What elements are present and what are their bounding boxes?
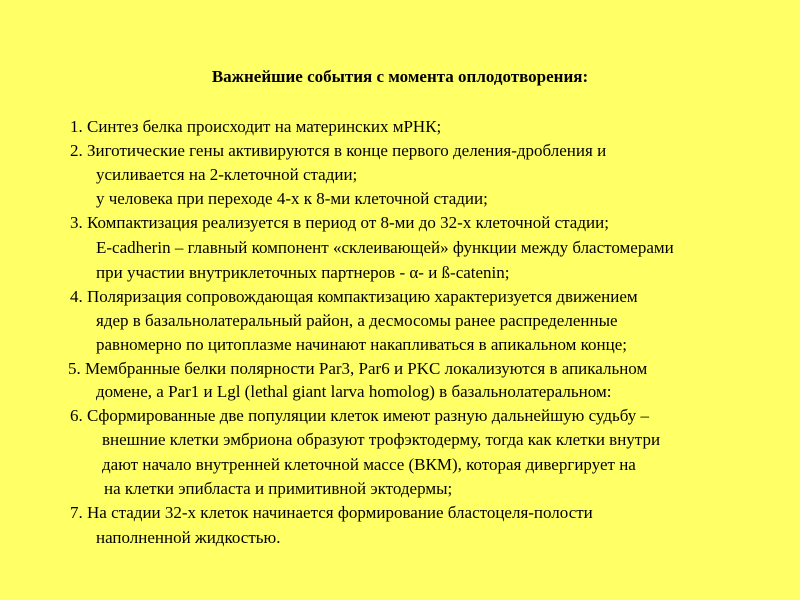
list-item-2-cont-1: усиливается на 2-клеточной стадии; [96,165,358,184]
list-item-5-cont-1: домене, а Par1 и Lgl (lethal giant larva homolog) в базальнолатеральном: [96,382,612,401]
list-item-6-cont-3: на клетки эпибласта и примитивной эктодермы; [104,479,453,498]
list-item-6-cont-2: дают начало внутренней клеточной массе (ВКМ), которая дивергирует на [102,455,636,474]
list-item-4-cont-1: ядер в базальнолатеральный район, а десмосомы ранее распределенные [96,311,618,330]
list-item-3-cont-2: при участии внутриклеточных партнеров - α- и ß-catenin; [96,263,510,282]
list-item-4-cont-2: равномерно по цитоплазме начинают накапливаться в апикальном конце; [96,335,628,354]
list-item-3: 3. Компактизация реализуется в период от 8-ми до 32-х клеточной стадии; [70,213,609,232]
list-item-6-cont-1: внешние клетки эмбриона образуют трофэктодерму, тогда как клетки внутри [102,430,661,449]
slide-title: Важнейшие события с момента оплодотворения: [211,67,589,86]
list-item-2-cont-2: у человека при переходе 4-х к 8-ми клеточной стадии; [96,189,488,208]
list-item-3-cont-1: E-cadherin – главный компонент «склеивающей» функции между бластомерами [96,238,674,257]
list-item-6: 6. Сформированные две популяции клеток имеют разную дальнейшую судьбу – [70,406,650,425]
list-item-7-cont-1: наполненной жидкостью. [96,528,281,547]
list-item-2: 2. Зиготические гены активируются в конце первого деления-дробления и [70,141,607,160]
list-item-1: 1. Синтез белка происходит на материнских мРНК; [70,117,442,136]
list-item-4: 4. Поляризация сопровождающая компактизацию характеризуется движением [70,287,638,306]
list-item-5: 5. Мембранные белки полярности Par3, Par6 и PKC локализуются в апикальном [68,359,648,378]
list-item-7: 7. На стадии 32-х клеток начинается формирование бластоцеля-полости [70,503,593,522]
